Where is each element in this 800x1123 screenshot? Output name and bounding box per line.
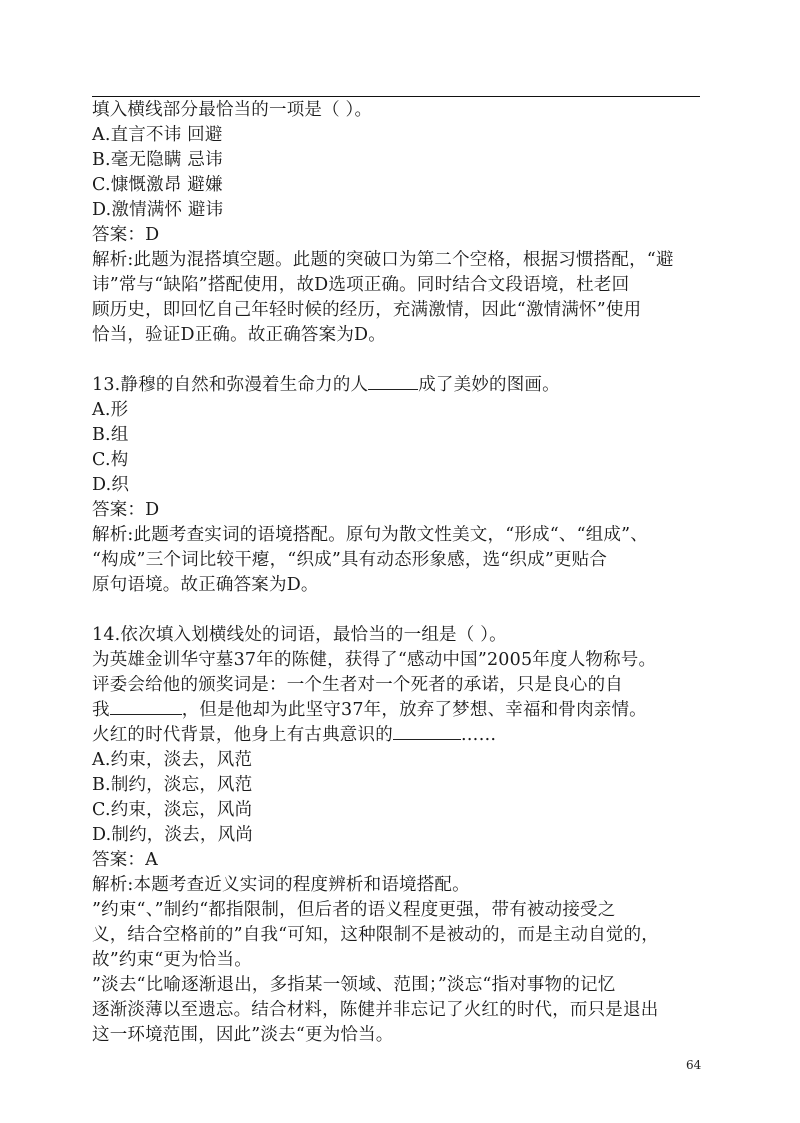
q14-analysis-line: 义，结合空格前的”自我“可知，这种限制不是被动的，而是主动自觉的， — [92, 925, 659, 945]
q14-passage-line: 为英雄金训华守墓37年的陈健，获得了“感动中国”2005年度人物称号。 — [92, 650, 657, 670]
q14-stem: 14.依次填入划横线处的词语，最恰当的一组是（ ）。 — [92, 625, 507, 645]
q14-option-d: D.制约，淡去，风尚 — [92, 825, 253, 845]
q13-stem — [92, 373, 712, 398]
q13-option-d: D.织 — [92, 475, 130, 495]
q14-answer: 答案：A — [92, 850, 158, 870]
q13-analysis-line: “构成”三个词比较干瘪，“织成”具有动态形象感，选“织成”更贴合 — [92, 550, 608, 570]
q14-passage-after-blank-1: ，但是他却为此坚守37年，放弃了梦想、幸福和骨肉亲情。 — [181, 700, 647, 720]
q14-passage-line: 评委会给他的颁奖词是：一个生者对一个死者的承诺，只是良心的自 — [92, 675, 623, 695]
q12-analysis-line: 恰当，验证D正确。故正确答案为D。 — [92, 325, 386, 345]
q14-analysis-line: 故”约束“更为恰当。 — [92, 950, 252, 970]
q14-analysis-line: 解析:本题考查近义实词的程度辨析和语境搭配。 — [92, 875, 470, 895]
q13-analysis-line: 原句语境。故正确答案为D。 — [92, 575, 319, 595]
q13-blank — [368, 388, 418, 390]
q14-analysis-line: 这一环境范围，因此”淡去“更为恰当。 — [92, 1025, 394, 1045]
q13-analysis-line: 解析:此题考查实词的语境搭配。原句为散文性美文，“形成“、“组成”、 — [92, 525, 648, 545]
q14-analysis-line: ”约束“、”制约“都指限制，但后者的语义程度更强，带有被动接受之 — [92, 900, 616, 920]
spacer — [92, 598, 712, 623]
q13-option-a: A.形 — [92, 400, 129, 420]
q13-option-c: C.构 — [92, 450, 129, 470]
top-rule — [92, 96, 700, 97]
q12-analysis-line: 讳”常与“缺陷”搭配使用，故D选项正确。同时结合文段语境，杜老回 — [92, 275, 630, 295]
q14-option-b: B.制约，淡忘，风范 — [92, 775, 253, 795]
q13-answer: 答案：D — [92, 500, 160, 520]
q12-option-c: C.慷慨激昂 避嫌 — [92, 175, 223, 195]
q14-option-a: A.约束，淡去，风范 — [92, 750, 253, 770]
q12-option-a: A.直言不讳 回避 — [92, 125, 223, 145]
q14-passage-line — [92, 723, 712, 748]
q14-analysis-line: ”淡去“比喻逐渐退出，多指某一领域、范围；”淡忘“指对事物的记忆 — [92, 975, 616, 995]
q12-stem: 填入横线部分最恰当的一项是（ ）。 — [92, 100, 373, 120]
q13-stem-after: 成了美妙的图画。 — [418, 375, 560, 395]
q13-option-b: B.组 — [92, 425, 129, 445]
page-content — [92, 98, 712, 1048]
page-number: 64 — [686, 1058, 702, 1072]
q14-analysis-line: 逐渐淡薄以至遗忘。结合材料，陈健并非忘记了火红的时代，而只是退出 — [92, 1000, 659, 1020]
q12-analysis-line: 顾历史，即回忆自己年轻时候的经历，充满激情，因此“激情满怀”使用 — [92, 300, 642, 320]
q14-blank-2 — [393, 738, 461, 740]
q14-passage-line — [92, 698, 712, 723]
q14-passage-before-blank-1: 我 — [92, 700, 110, 720]
q12-option-d: D.激情满怀 避讳 — [92, 200, 224, 220]
q14-passage-after-blank-2: …… — [460, 725, 497, 745]
q12-analysis-line: 解析:此题为混搭填空题。此题的突破口为第二个空格，根据习惯搭配，“避 — [92, 250, 674, 270]
q13-stem-before: 13.静穆的自然和弥漫着生命力的人 — [92, 375, 369, 395]
q14-passage-before-blank-2: 火红的时代背景，他身上有古典意识的 — [92, 725, 393, 745]
spacer — [92, 348, 712, 373]
q14-option-c: C.约束，淡忘，风尚 — [92, 800, 253, 820]
q14-blank-1 — [110, 713, 182, 715]
q12-option-b: B.毫无隐瞒 忌讳 — [92, 150, 223, 170]
q12-answer: 答案：D — [92, 225, 160, 245]
